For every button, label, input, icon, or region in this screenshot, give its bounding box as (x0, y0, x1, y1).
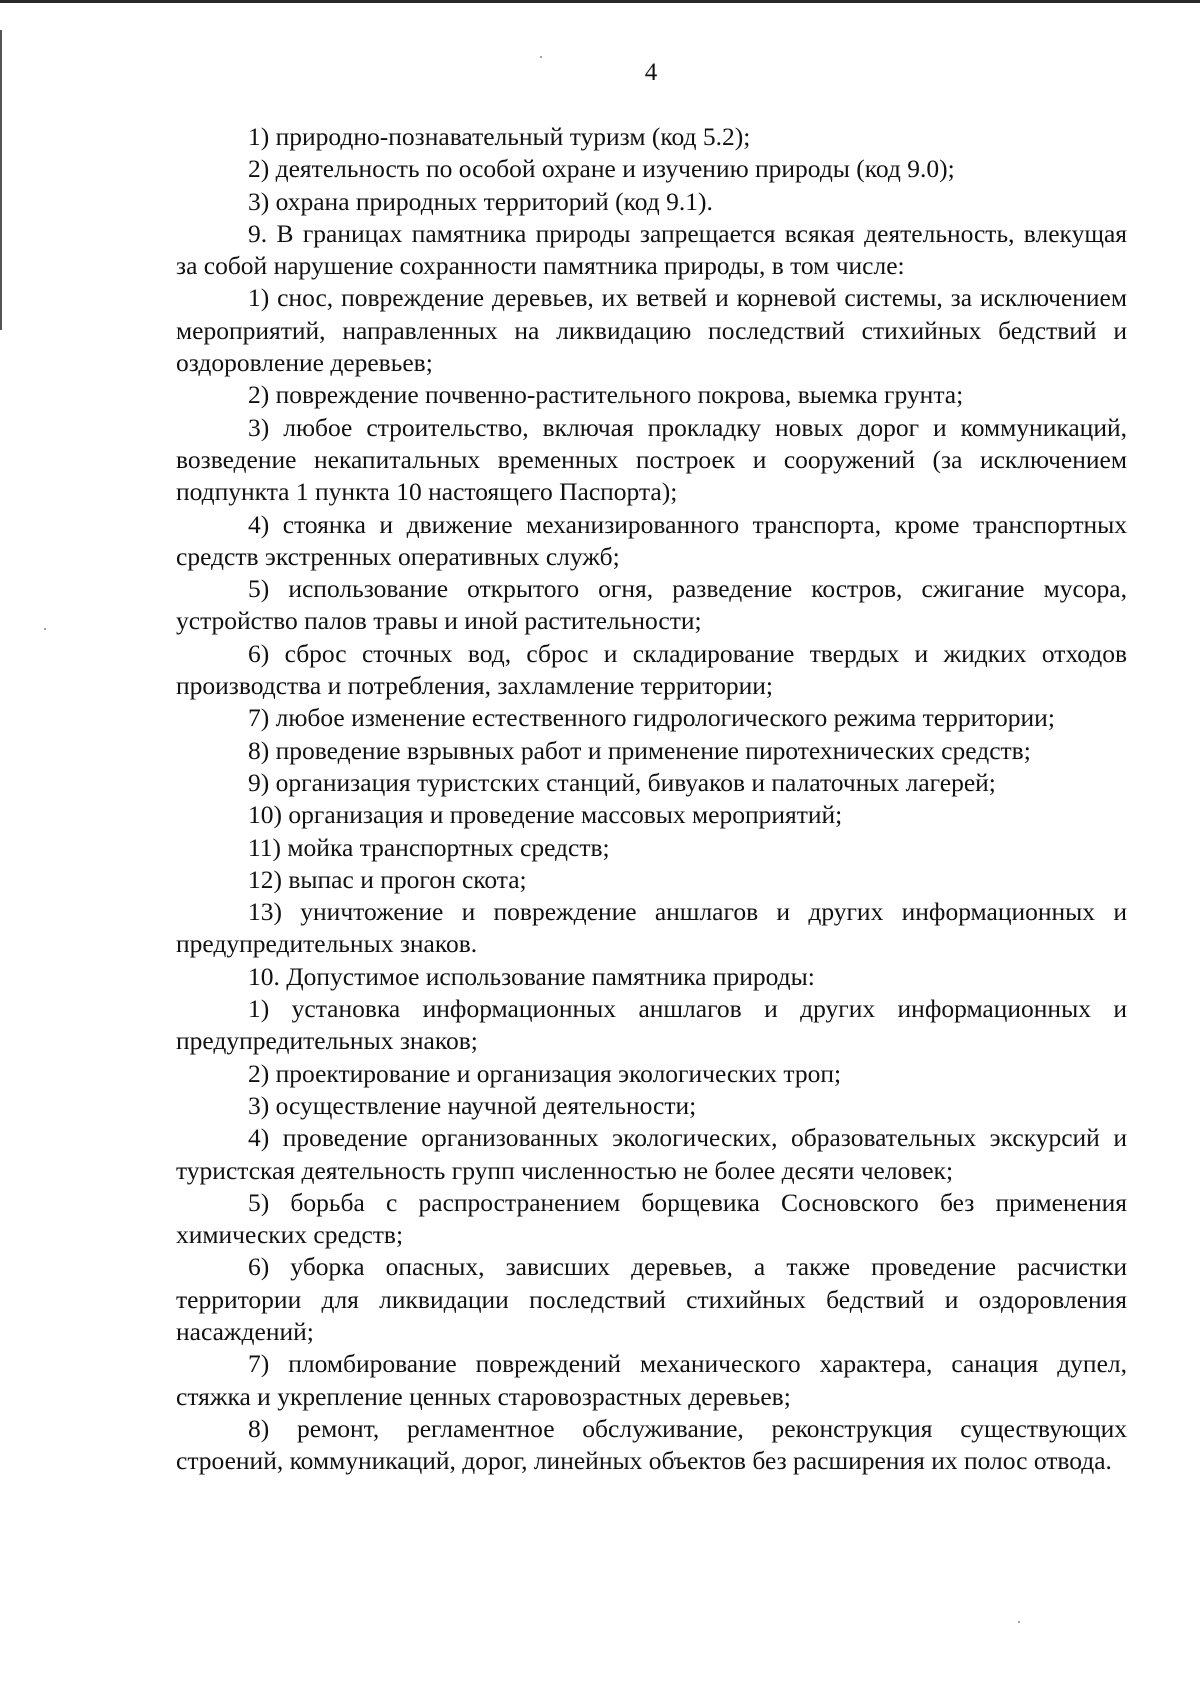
list-item: 7) любое изменение естественного гидрологического режима территории; (248, 703, 1055, 733)
list-item: 11) мойка транспортных средств; (248, 832, 610, 862)
list-item: 2) повреждение почвенно-растительного покрова, выемка грунта; (248, 380, 964, 410)
list-item: 10) организация и проведение массовых мероприятий; (248, 800, 843, 830)
list-item: 3) охрана природных территорий (код 9.1). (248, 186, 713, 216)
list-item: 8) проведение взрывных работ и применение пиротехнических средств; (248, 735, 1031, 765)
list-item: 3) любое строительство, включая прокладку новых дорог и коммуникаций, возведение некапитальных временных построек и сооружений (за исключением подпункта 1 пункта 10 настоящего Паспорта); (176, 412, 1127, 507)
list-item: 5) борьба с распространением борщевика Сосновского без применения химических средств; (176, 1187, 1127, 1250)
document-body (176, 121, 1127, 1477)
scan-speck (1018, 1621, 1020, 1623)
list-item: 1) установка информационных аншлагов и других информационных и предупредительных знаков; (176, 994, 1127, 1056)
list-item: 5) использование открытого огня, разведение костров, сжигание мусора, устройство палов травы и иной растительности; (176, 574, 1127, 636)
list-item: 9) организация туристских станций, бивуаков и палаточных лагерей; (248, 767, 996, 797)
list-item: 4) стоянка и движение механизированного транспорта, кроме транспортных средств экстренных оперативных служб; (176, 509, 1127, 571)
scan-top-edge (0, 0, 1200, 3)
list-item: 2) проектирование и организация экологических троп; (248, 1058, 842, 1088)
list-item: 1) природно-познавательный туризм (код 5.2); (248, 122, 751, 151)
list-item: 6) сброс сточных вод, сброс и складирование твердых и жидких отходов производства и потребления, захламление территории; (176, 638, 1127, 701)
section-clause-10: 10. Допустимое использование памятника природы: (248, 961, 815, 991)
section-clause-9: 9. В границах памятника природы запрещается всякая деятельность, влекущая за собой нарушение сохранности памятника природы, в том числе: (176, 218, 1127, 281)
list-item: 7) пломбирование повреждений механического характера, санация дупел, стяжка и укрепление ценных старовозрастных деревьев; (176, 1349, 1127, 1411)
list-item: 2) деятельность по особой охране и изучению природы (код 9.0); (248, 154, 955, 184)
list-item: 6) уборка опасных, зависших деревьев, а также проведение расчистки территории для ликвидации последствий стихийных бедствий и оздоровления насаждений; (176, 1252, 1127, 1346)
list-item: 8) ремонт, регламентное обслуживание, реконструкция существующих строений, коммуникаций, дорог, линейных объектов без расширения их полос отвода. (176, 1413, 1127, 1476)
list-item: 1) снос, повреждение деревьев, их ветвей и корневой системы, за исключением мероприятий, направленных на ликвидацию последствий стихийных бедствий и оздоровление деревьев; (176, 283, 1127, 378)
list-item: 3) осуществление научной деятельности; (248, 1090, 697, 1120)
list-item: 13) уничтожение и повреждение аншлагов и других информационных и предупредительных знаков. (176, 897, 1127, 959)
scan-speck (44, 628, 46, 630)
list-item: 4) проведение организованных экологических, образовательных экскурсий и туристская деятельность групп численностью не более десяти человек; (176, 1123, 1127, 1185)
list-item: 12) выпас и прогон скота; (248, 864, 527, 894)
page-number: 4 (644, 59, 658, 86)
